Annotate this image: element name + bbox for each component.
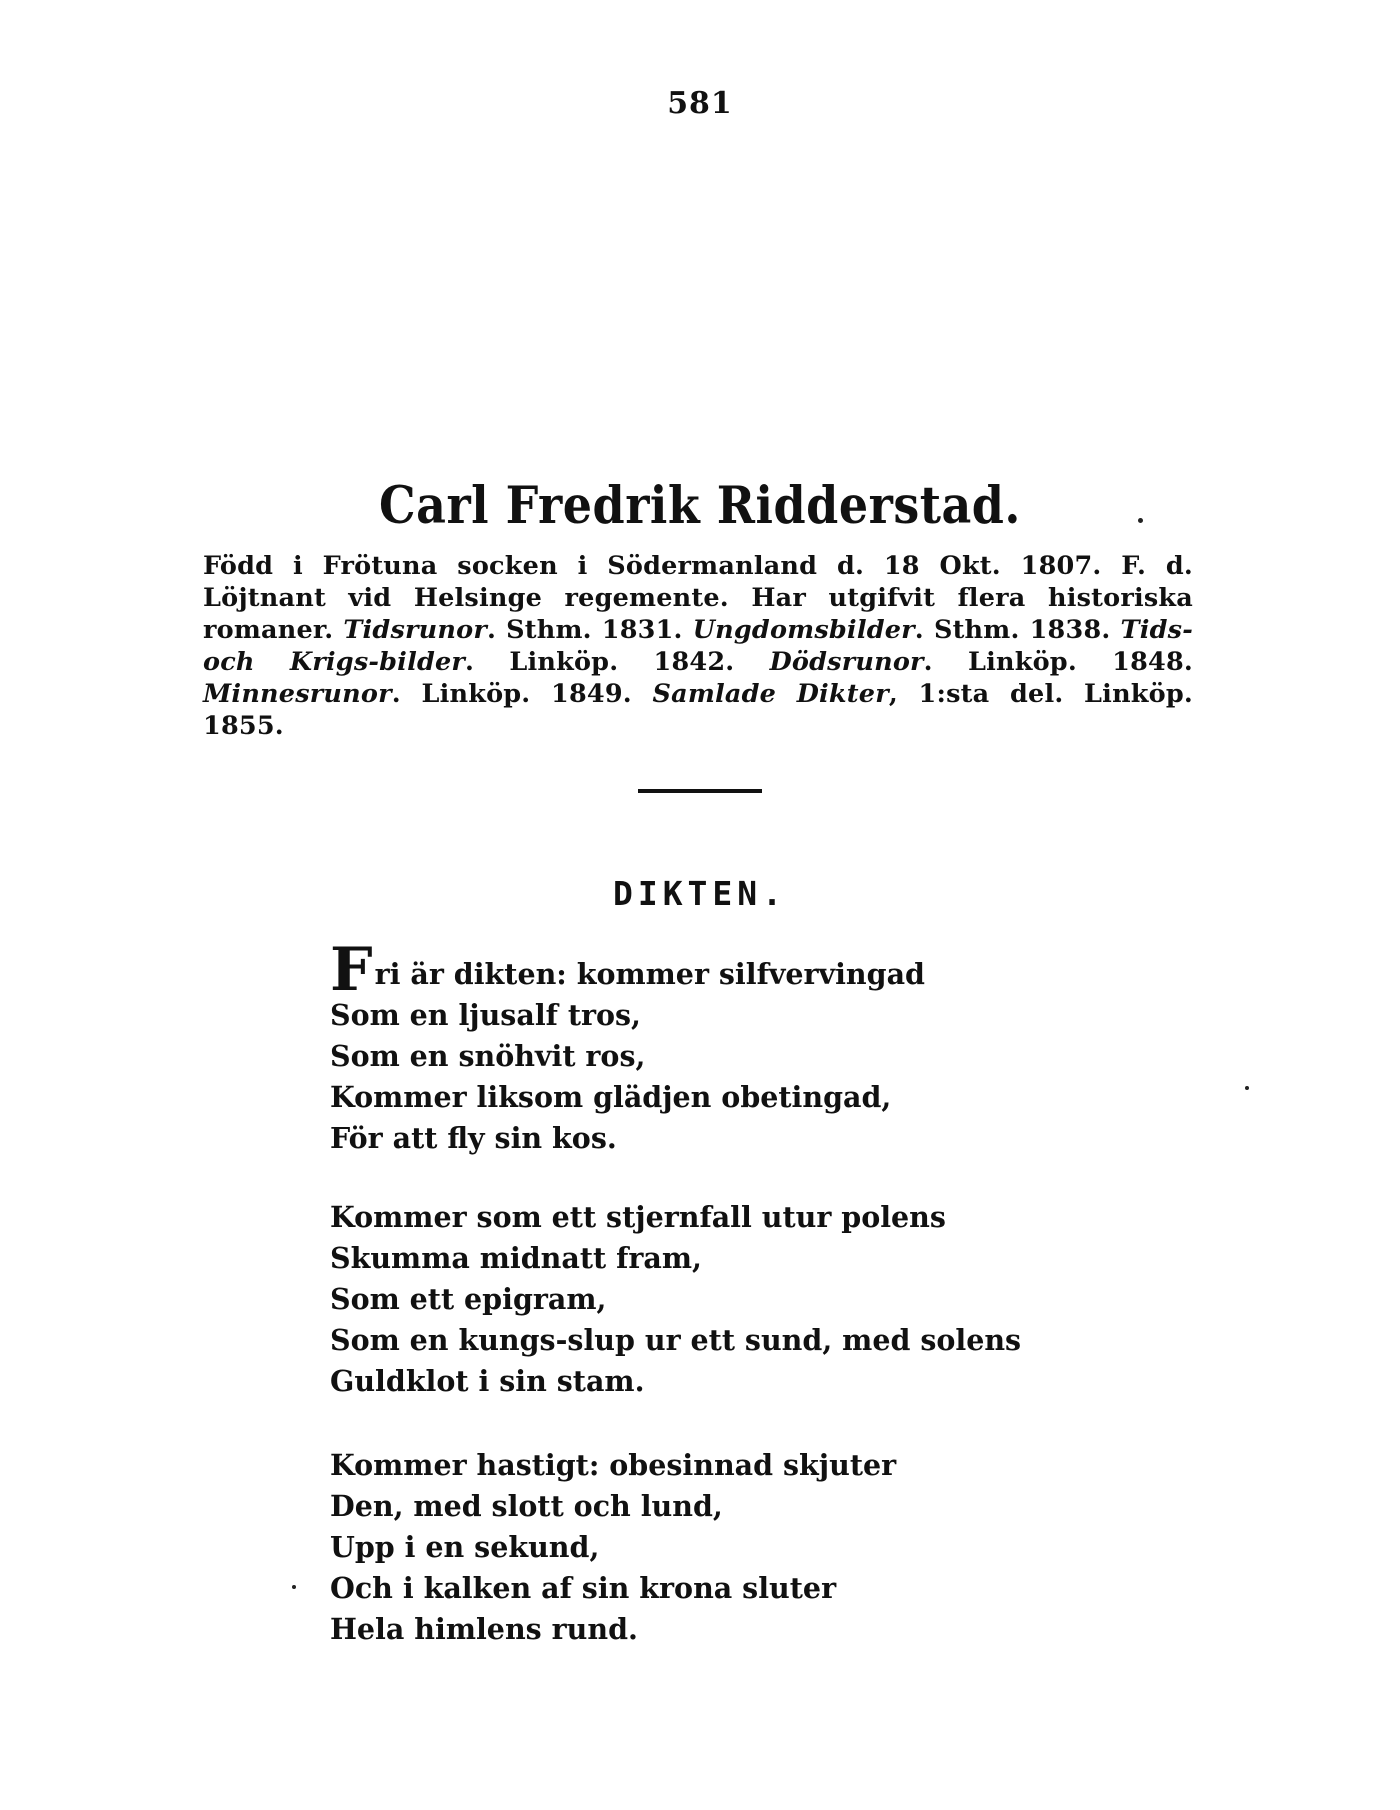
bio-text: , 1:sta del. Linköp. 1855. [203,679,1193,741]
work-title: Tids- och Krigs-bilder [203,615,1193,677]
poem-line-text: ri är dikten: kommer silfvervingad [374,957,925,991]
bio-text: . Linköp. 1842. [465,647,770,677]
scan-speck [292,1585,296,1589]
bio-text: . Linköp. 1848. [923,647,1193,677]
work-title: Minnesrunor [203,679,392,709]
work-title: Samlade Dikter [652,679,889,709]
poem-line: Upp i en sekund, [330,1530,600,1564]
poem-line: Kommer liksom glädjen obetingad, [330,1080,892,1114]
poem-stanza-3 [330,1445,1190,1650]
poem-line: Som en ljusalf tros, [330,998,641,1032]
author-bio [203,550,1193,742]
bio-text: . Sthm. 1831. [486,615,693,645]
work-title: Tidsrunor [343,615,487,645]
poem-line: Den, med slott och lund, [330,1489,723,1523]
bio-text: . Linköp. 1849. [391,679,653,709]
poem-line: Hela himlens rund. [330,1612,638,1646]
poem-line: Som en kungs-slup ur ett sund, med solens [330,1323,1022,1357]
poem-stanza-1 [330,935,1190,1159]
scan-speck [1138,518,1143,523]
poem-line: Kommer hastigt: obesinnad skjuter [330,1448,897,1482]
poem-line: Guldklot i sin stam. [330,1364,645,1398]
drop-cap: F [330,935,373,1005]
work-title: Ungdomsbilder [692,615,915,645]
poem-line: Som en snöhvit ros, [330,1039,646,1073]
poem-line: Som ett epigram, [330,1282,607,1316]
scan-speck [1245,1086,1249,1090]
poem-line: För att fly sin kos. [330,1121,617,1155]
work-title: Dödsrunor [769,647,924,677]
section-divider [638,789,762,793]
page-number: 581 [667,86,733,121]
poem-line: Kommer som ett stjernfall utur polens [330,1200,946,1234]
poem-title: DIKTEN. [612,874,788,913]
bio-text: . Sthm. 1838. [914,615,1121,645]
author-name: Carl Fredrik Ridderstad. [379,474,1021,536]
poem-stanza-2 [330,1197,1190,1402]
bio-text: Född i Frötuna socken i Södermanland d. 18 Okt. 1807. F. d. Löjtnant vid Helsinge regemente. Har utgifvit flera historiska romaner. [203,551,1193,645]
poem-line: Och i kalken af sin krona sluter [330,1571,837,1605]
poem-line: Skumma midnatt fram, [330,1241,702,1275]
poem-line [330,935,1190,1005]
